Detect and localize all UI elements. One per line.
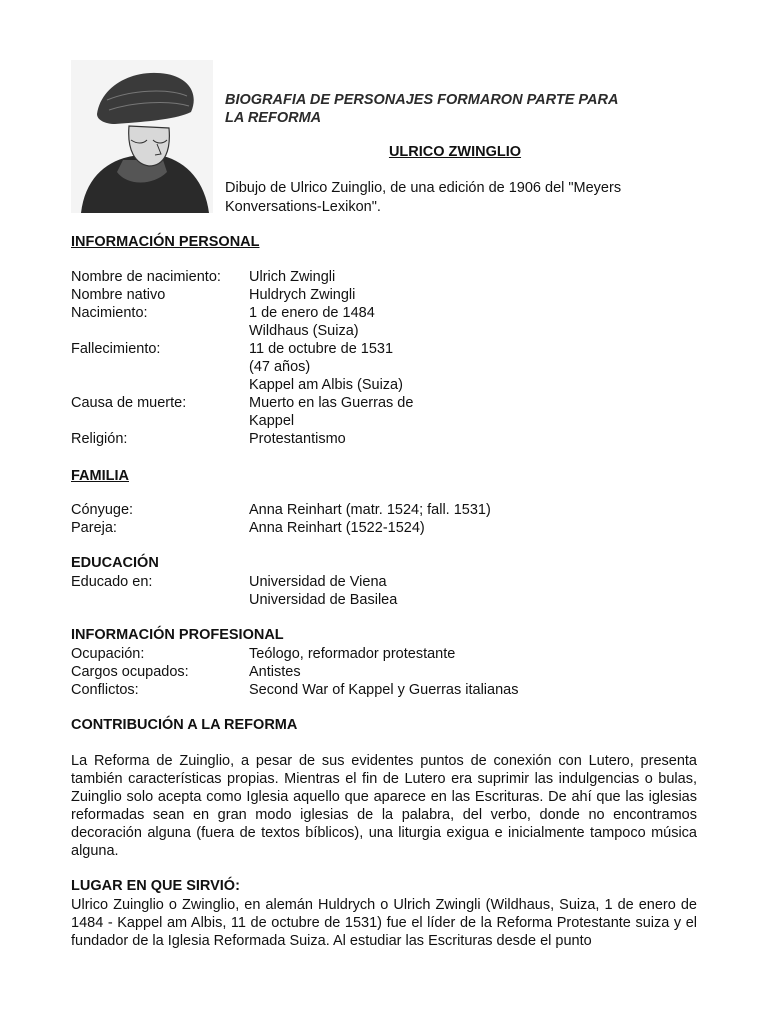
info-label — [71, 322, 249, 340]
education-table — [71, 573, 697, 609]
info-label: Pareja: — [71, 520, 117, 536]
info-row — [71, 519, 697, 537]
info-value: 1 de enero de 1484 — [249, 305, 375, 321]
document-title — [225, 91, 685, 127]
info-value: Kappel — [249, 413, 295, 429]
caption-line: Konversations-Lexikon". — [225, 199, 381, 215]
contribution-paragraph: La Reforma de Zuinglio, a pesar de sus evidentes puntos de conexión con Lutero, presenta también características propias. Mientras el fin de Lutero era suprimir las indulgencias o bulas, Zuinglio solo acepta como Iglesia aquello que aparece en las Escrituras. De ahí que las iglesias reformadas sean en gran modo iglesias de la palabra, del verbo, donde no encontramos decoración alguna (fuera de textos bíblicos), una liturgia exigua e inicialmente tampoco música alguna. — [71, 753, 697, 859]
section-heading-professional: INFORMACIÓN PROFESIONAL — [71, 627, 284, 643]
document-header — [71, 58, 697, 218]
section-heading-contribution: CONTRIBUCIÓN A LA REFORMA — [71, 717, 298, 733]
info-value: Universidad de Viena — [249, 574, 387, 590]
info-row — [71, 645, 697, 663]
info-value: Ulrich Zwingli — [249, 269, 336, 285]
info-row — [71, 663, 697, 681]
info-label: Conflictos: — [71, 682, 139, 698]
info-label: Educado en: — [71, 574, 153, 590]
info-row — [71, 573, 697, 591]
info-value: Teólogo, reformador protestante — [249, 646, 456, 662]
title-line: LA REFORMA — [225, 110, 322, 126]
info-value: Protestantismo — [249, 431, 346, 447]
section-heading-personal: INFORMACIÓN PERSONAL — [71, 234, 260, 250]
info-value: Second War of Kappel y Guerras italianas — [249, 682, 519, 698]
info-label: Cónyuge: — [71, 502, 134, 518]
info-value: Antistes — [249, 664, 301, 680]
section-heading-education: EDUCACIÓN — [71, 555, 159, 571]
family-table — [71, 501, 697, 537]
portrait-image — [71, 60, 213, 213]
info-value: Huldrych Zwingli — [249, 287, 356, 303]
portrait-caption — [225, 179, 685, 217]
info-label: Cargos ocupados: — [71, 664, 189, 680]
info-row — [71, 501, 697, 519]
info-value: 11 de octubre de 1531 — [249, 341, 394, 357]
section-heading-served: LUGAR EN QUE SIRVIÓ: — [71, 878, 240, 894]
info-row — [71, 322, 697, 340]
info-value: (47 años) — [249, 359, 311, 375]
info-label — [71, 358, 249, 376]
professional-table — [71, 645, 697, 699]
document-page — [71, 58, 697, 950]
info-label: Nombre nativo — [71, 287, 166, 303]
title-line: BIOGRAFIA DE PERSONAJES FORMARON PARTE PARA — [225, 92, 619, 108]
info-row — [71, 304, 697, 322]
info-value: Muerto en las Guerras de — [249, 395, 414, 411]
info-label: Nombre de nacimiento: — [71, 269, 221, 285]
info-label: Fallecimiento: — [71, 341, 161, 357]
info-row — [71, 412, 697, 430]
info-row — [71, 268, 697, 286]
info-value: Anna Reinhart (matr. 1524; fall. 1531) — [249, 502, 491, 518]
info-label: Religión: — [71, 431, 128, 447]
info-value: Anna Reinhart (1522-1524) — [249, 520, 425, 536]
info-row — [71, 286, 697, 304]
info-row — [71, 358, 697, 376]
personal-info-table — [71, 268, 697, 448]
info-label — [71, 591, 249, 609]
person-name: ULRICO ZWINGLIO — [388, 144, 522, 160]
served-paragraph: Ulrico Zuinglio o Zwinglio, en alemán Huldrych o Ulrich Zwingli (Wildhaus, Suiza, 1 de enero de 1484 - Kappel am Albis, 11 de octubre de 1531) fue el líder de la Reforma Protestante suiza y el fundador de la Iglesia Reformada Suiza. Al estudiar las Escrituras desde el punto — [71, 897, 697, 949]
caption-line: Dibujo de Ulrico Zuinglio, de una edición de 1906 del "Meyers — [225, 180, 622, 196]
info-row — [71, 394, 697, 412]
info-row — [71, 681, 697, 699]
info-label: Ocupación: — [71, 646, 145, 662]
info-value: Kappel am Albis (Suiza) — [249, 377, 403, 393]
info-row — [71, 340, 697, 358]
info-value: Universidad de Basilea — [249, 592, 398, 608]
info-label — [71, 412, 249, 430]
section-heading-family: FAMILIA — [71, 468, 129, 484]
info-label: Nacimiento: — [71, 305, 148, 321]
info-row — [71, 591, 697, 609]
info-value: Wildhaus (Suiza) — [249, 323, 359, 339]
info-row — [71, 430, 697, 448]
info-label: Causa de muerte: — [71, 395, 187, 411]
info-row — [71, 376, 697, 394]
info-label — [71, 376, 249, 394]
